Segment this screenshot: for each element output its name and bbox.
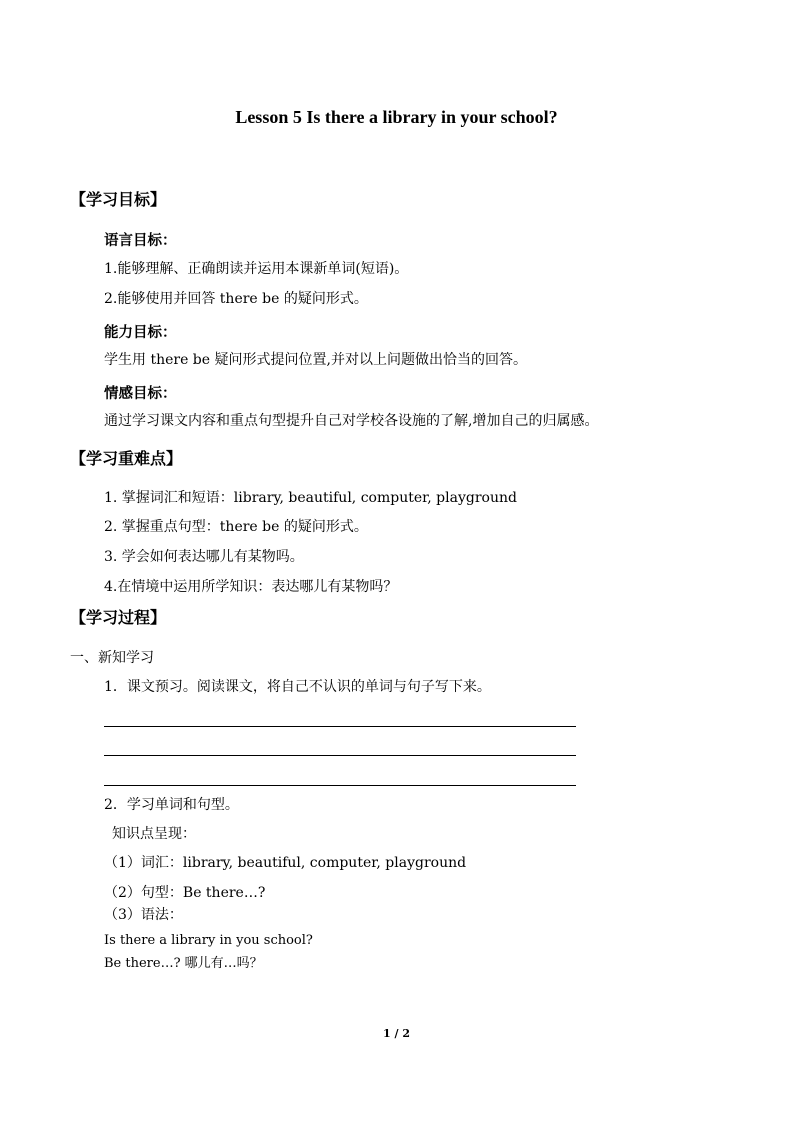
pattern-line: （2）句型：Be there…? xyxy=(104,885,266,901)
emotion-goal-text: 通过学习课文内容和重点句型提升自己对学校各设施的了解,增加自己的归属感。 xyxy=(104,413,599,429)
ability-goal-text: 学生用 there be 疑问形式提问位置,并对以上问题做出恰当的回答。 xyxy=(104,352,527,368)
page-title: Lesson 5 Is there a library in your school? xyxy=(235,107,558,127)
language-goal-item: 1.能够理解、正确朗读并运用本课新单词(短语)。 xyxy=(104,261,409,277)
grammar-label: （3）语法： xyxy=(104,907,183,923)
language-goal-item: 2.能够使用并回答 there be 的疑问形式。 xyxy=(104,291,368,307)
key-point-item: 1. 掌握词汇和短语：library, beautiful, computer, playground xyxy=(104,490,517,506)
part-one-heading: 一、新知学习 xyxy=(70,650,154,666)
answer-line xyxy=(104,785,576,786)
key-point-item: 4.在情境中运用所学知识：表达哪儿有某物吗？ xyxy=(104,579,398,595)
emotion-goal-label: 情感目标： xyxy=(104,385,177,402)
process-heading: 【学习过程】 xyxy=(70,608,167,627)
vocab-line: （1）词汇：library, beautiful, computer, playground xyxy=(104,855,467,871)
page-number: 1 / 2 xyxy=(383,1027,410,1040)
example-pattern: Be there…? 哪儿有…吗？ xyxy=(104,956,263,971)
knowledge-label: 知识点呈现： xyxy=(112,826,196,842)
language-goal-label: 语言目标： xyxy=(104,232,177,249)
step-one-text: 1．课文预习。阅读课文，将自己不认识的单词与句子写下来。 xyxy=(104,679,491,695)
objectives-heading: 【学习目标】 xyxy=(70,190,167,209)
key-point-item: 3. 学会如何表达哪儿有某物吗。 xyxy=(104,549,304,565)
answer-line xyxy=(104,755,576,756)
ability-goal-label: 能力目标： xyxy=(104,324,177,341)
step-two-text: 2．学习单词和句型。 xyxy=(104,797,239,813)
key-point-item: 2. 掌握重点句型：there be 的疑问形式。 xyxy=(104,519,368,535)
example-sentence: Is there a library in you school? xyxy=(104,933,313,948)
answer-line xyxy=(104,726,576,727)
key-points-heading: 【学习重难点】 xyxy=(70,449,183,468)
